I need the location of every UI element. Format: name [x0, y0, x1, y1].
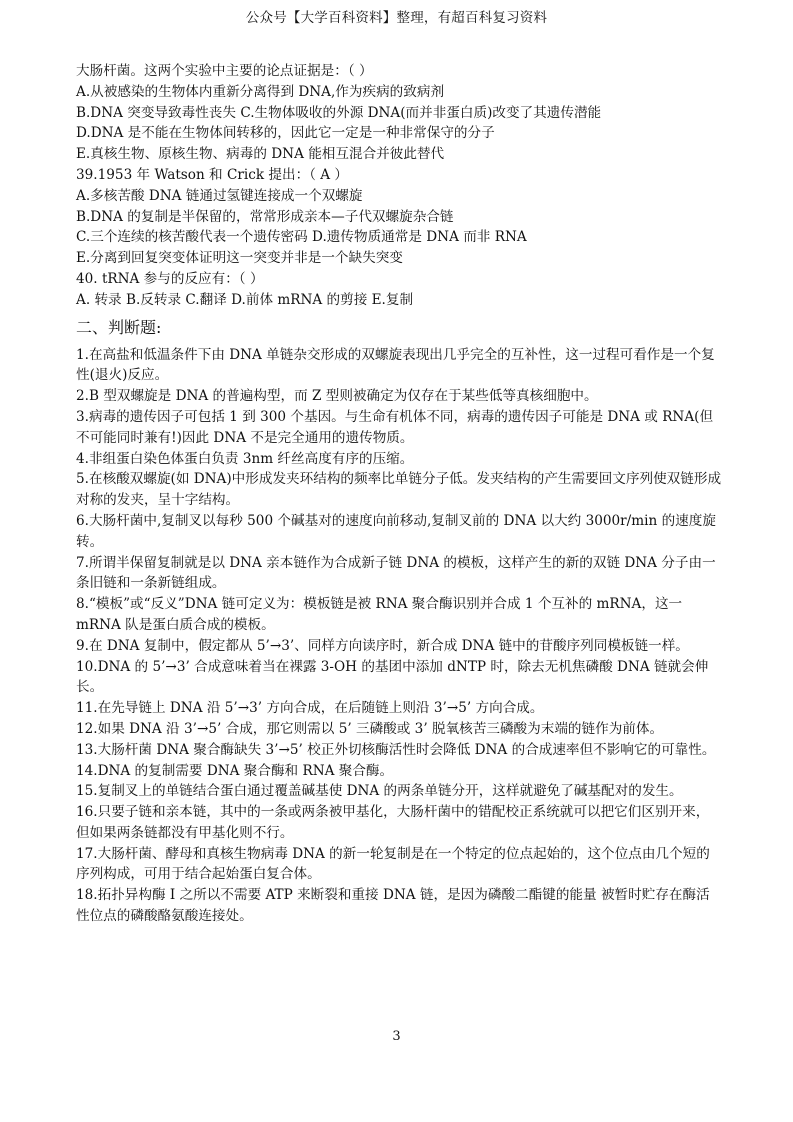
mc-line: E.分离到回复突变体证明这一突变并非是一个缺失突变: [76, 250, 403, 267]
question-item: 12.如果 DNA 沿 3’→5’ 合成，那它则需以 5’ 三磷酸或 3’ 脱氧核苦三磷酸为末端的链作为前体。: [76, 720, 664, 737]
question-item: 3.病毒的遗传因子可包括 1 到 300 个基因。与生命有机体不同，病毒的遗传因子可能是 DNA 或 RNA(但不可能同时兼有!)因此 DNA 不是完全通用的遗传物质。: [76, 408, 714, 446]
mc-line: B.DNA 的复制是半保留的，常常形成亲本—子代双螺旋杂合链: [76, 208, 454, 225]
question-item: 16.只要子链和亲本链，其中的一条或两条被甲基化，大肠杆菌中的错配校正系统就可以把它们区别开来，但如果两条链都没有甲基化则不行。: [76, 804, 710, 841]
page-content: [76, 61, 722, 927]
question-item: 8.“模板”或“反义”DNA 链可定义为：模板链是被 RNA 聚合酶识别并合成 1 个互补的 mRNA，这一 mRNA 队是蛋白质合成的模板。: [76, 596, 683, 633]
section-heading: 二、判断题:: [76, 317, 162, 337]
question-item: 10.DNA 的 5’→3’ 合成意味着当在裸露 3-OH 的基团中添加 dNTP 时，除去无机焦磷酸 DNA 链就会伸长。: [76, 658, 709, 696]
page-header: 公众号【大学百科资料】整理，有超百科复习资料: [245, 10, 548, 26]
mc-line: A. 转录 B.反转录 C.翻译 D.前体 mRNA 的剪接 E.复制: [76, 291, 414, 308]
question-item: 13.大肠杆菌 DNA 聚合酶缺失 3’→5’ 校正外切核酶活性时会降低 DNA 的合成速率但不影响它的可靠性。: [76, 741, 716, 758]
mc-line: 39.1953 年 Watson 和 Crick 提出：（ A ）: [76, 166, 349, 183]
question-item: 18.拓扑异构酶 I 之所以不需要 ATP 来断裂和重接 DNA 链，是因为磷酸二酯键的能量 被暂时贮存在酶活性位点的磷酸酪氨酸连接处。: [76, 887, 710, 925]
question-item: 11.在先导链上 DNA 沿 5’→3’ 方向合成，在后随链上则沿 3’→5’ 方向合成。: [76, 700, 544, 717]
question-item: 7.所谓半保留复制就是以 DNA 亲本链作为合成新子链 DNA 的模板，这样产生的新的双链 DNA 分子由一条旧链和一条新链组成。: [76, 554, 716, 592]
question-item: 9.在 DNA 复制中，假定都从 5’→3’、同样方向读序时，新合成 DNA 链中的苷酸序列同模板链一样。: [76, 637, 689, 654]
question-item: 4.非组蛋白染色体蛋白负责 3nm 纤丝高度有序的压缩。: [76, 450, 414, 467]
question-item: 5.在核酸双螺旋(如 DNA)中形成发夹环结构的频率比单链分子低。发夹结构的产生需要回文序列使双链形成对称的发夹，呈十字结构。: [76, 471, 722, 509]
mc-line: 40. tRNA 参与的反应有：（ ）: [76, 270, 264, 287]
mc-line: D.DNA 是不能在生物体间转移的，因此它一定是一种非常保守的分子: [76, 125, 495, 142]
mc-line: A.从被感染的生物体内重新分离得到 DNA,作为疾病的致病剂: [76, 83, 445, 100]
mc-line: B.DNA 突变导致毒性丧失 C.生物体吸收的外源 DNA(而并非蛋白质)改变了其遗传潜能: [76, 104, 602, 121]
multiple-choice-section: [76, 61, 722, 311]
mc-line: C.三个连续的核苦酸代表一个遗传密码 D.遗传物质通常是 DNA 而非 RNA: [76, 229, 527, 246]
question-item: 6.大肠杆菌中,复制叉以每秒 500 个碱基对的速度向前移动,复制叉前的 DNA 以大约 3000r/min 的速度旋转。: [76, 512, 716, 550]
mc-line: E.真核生物、原核生物、病毒的 DNA 能相互混合并彼此替代: [76, 146, 445, 163]
mc-line: 大肠杆菌。这两个实验中主要的论点证据是：（ ）: [76, 63, 373, 79]
question-item: 14.DNA 的复制需要 DNA 聚合酶和 RNA 聚合酶。: [76, 762, 394, 779]
true-false-section: [76, 345, 722, 927]
question-item: 1.在高盐和低温条件下由 DNA 单链杂交形成的双螺旋表现出几乎完全的互补性，这一过程可看作是一个复性(退火)反应。: [76, 346, 715, 384]
page-number: 3: [392, 1029, 401, 1044]
question-item: 17.大肠杆菌、酵母和真核生物病毒 DNA 的新一轮复制是在一个特定的位点起始的，这个位点由几个短的序列构成，可用于结合起始蛋白复合体。: [76, 845, 710, 883]
question-item: 15.复制叉上的单链结合蛋白通过覆盖碱基使 DNA 的两条单链分开，这样就避免了碱基配对的发生。: [76, 783, 683, 800]
question-item: 2.B 型双螺旋是 DNA 的普遍构型，而 Z 型则被确定为仅存在于某些低等真核细胞中。: [76, 388, 598, 405]
mc-line: A.多核苦酸 DNA 链通过氢键连接成一个双螺旋: [76, 187, 363, 204]
